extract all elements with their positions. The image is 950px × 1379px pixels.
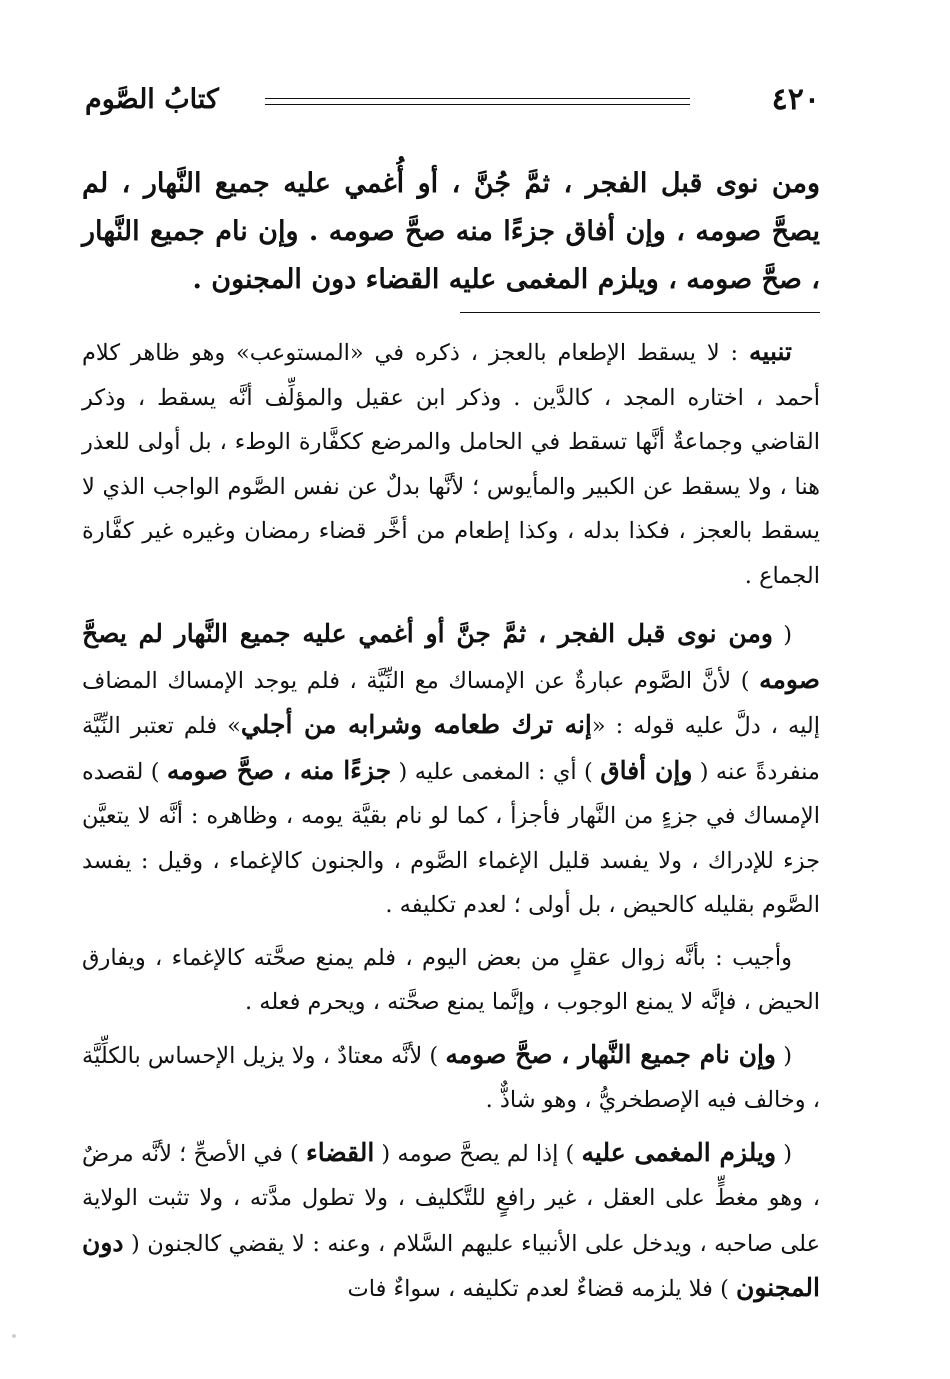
commentary-body bbox=[82, 330, 820, 1320]
text-run: ) فلا يلزمه قضاءٌ لعدم تكليفه ، سواءٌ فات bbox=[347, 1276, 737, 1302]
tanbih-label: تنبيه bbox=[749, 337, 792, 366]
text-run: ) لأنَّ الصَّوم عبارةٌ عن الإمساك مع النِّيَّة ، فلم يوجد الإمساك المضاف إليه ، دلَّ عليه قوله : « bbox=[82, 667, 820, 739]
quoted-matn: ومن نوى قبل الفجر ، ثمَّ جنَّ أو أغمي عليه جميع النَّهار لم يصحَّ صومه bbox=[82, 619, 820, 694]
page-header bbox=[85, 80, 820, 120]
tanbih-text: : لا يسقط الإطعام بالعجز ، ذكره في «المستوعب» وهو ظاهر كلام أحمد ، اختاره المجد ، كالدَّين . وذكر ابن عقيل والمؤلِّف أنَّه يسقط ، وذكر القاضي وجماعةٌ أنَّها تسقط في الحامل والمرضع ككفَّارة الوطء ، بل أولى للعذر هنا ، ولا يسقط عن الكبير والمأيوس ؛ لأنَّها بدلٌ عن نفس الصَّوم الواجب الذي لا يسقط بالعجز ، فكذا بدله ، وكذا إطعام من أخَّر قضاء رمضان وغيره غير كفَّارة الجماع . bbox=[82, 340, 820, 589]
matn-text: ومن نوى قبل الفجر ، ثمَّ جُنَّ ، أو أُغمي عليه جميع النَّهار ، لم يصحَّ صومه ، وإن أفاق جزءًا منه صحَّ صومه . وإن نام جميع النَّهار ، صحَّ صومه ، ويلزم المغمى عليه القضاء دون المجنون . bbox=[82, 168, 820, 295]
quoted-matn: القضاء bbox=[306, 1137, 375, 1167]
text-run: » فلم تعتبر النِّيَّة منفردةً عنه ( bbox=[82, 713, 820, 785]
text-run: ( bbox=[775, 1042, 792, 1069]
text-run: ( bbox=[776, 1140, 792, 1167]
commentary-paragraph-2: وأجيب : بأنَّه زوال عقلٍ من بعض اليوم ، فلم يمنع صحَّته كالإغماء ، ويفارق الحيض ، فإنَّه لا يمنع الوجوب ، وإنَّما يمنع صحَّته ، ويحرم فعله . bbox=[82, 944, 820, 1015]
scan-speck bbox=[12, 1334, 16, 1338]
text-run: ) إذا لم يصحَّ صومه ( bbox=[374, 1140, 582, 1167]
quoted-matn: وإن نام جميع النَّهار ، صحَّ صومه bbox=[445, 1039, 776, 1069]
text-run: ) لقصده الإمساك في جزءٍ من النَّهار فأجزأ ، كما لو نام بقيَّة يومه ، وظاهره : أنَّه لا يتعيَّن جزء للإدراك ، ولا يفسد قليل الإغماء الصَّوم ، والجنون كالإغماء ، وقيل : يفسد الصَّوم بقليله كالحيض ، بل أولى ؛ لعدم تكليفه . bbox=[82, 758, 820, 918]
page-number: ٤٢٠ bbox=[771, 82, 820, 117]
commentary-paragraph-4 bbox=[82, 1131, 820, 1312]
tanbih-paragraph bbox=[82, 330, 820, 598]
text-run: ( bbox=[772, 622, 792, 648]
text-run: ) في الأصحِّ ؛ لأنَّه مرضٌ ، وهو مغطٍّ على العقل ، غير رافعٍ للتَّكليف ، ولا تطول مدَّته ، ولا تثبت الولاية على صاحبه ، ويدخل على الأنبياء عليهم السَّلام ، وعنه : لا يقضي كالجنون ( bbox=[82, 1140, 820, 1257]
text-run: ) لأنَّه معتادٌ ، ولا يزيل الإحساس بالكلِّيَّة ، وخالف فيه الإصطخريُّ ، وهو شاذٌّ . bbox=[82, 1042, 820, 1113]
text-run: ) أي : المغمى عليه ( bbox=[391, 758, 601, 785]
quoted-matn: وإن أفاق bbox=[600, 755, 693, 785]
hadith-quote: إنه ترك طعامه وشرابه من أجلي bbox=[240, 710, 592, 739]
quoted-matn: ويلزم المغمى عليه bbox=[581, 1137, 777, 1167]
header-double-rule bbox=[265, 98, 690, 105]
quoted-matn: جزءًا منه ، صحَّ صومه bbox=[166, 755, 392, 785]
quoted-matn: دون المجنون bbox=[82, 1227, 820, 1302]
commentary-paragraph-3 bbox=[82, 1033, 820, 1123]
commentary-paragraph-1 bbox=[82, 612, 820, 928]
matn-separator-rule bbox=[460, 312, 820, 313]
running-title: كتابُ الصَّوم bbox=[85, 84, 219, 115]
